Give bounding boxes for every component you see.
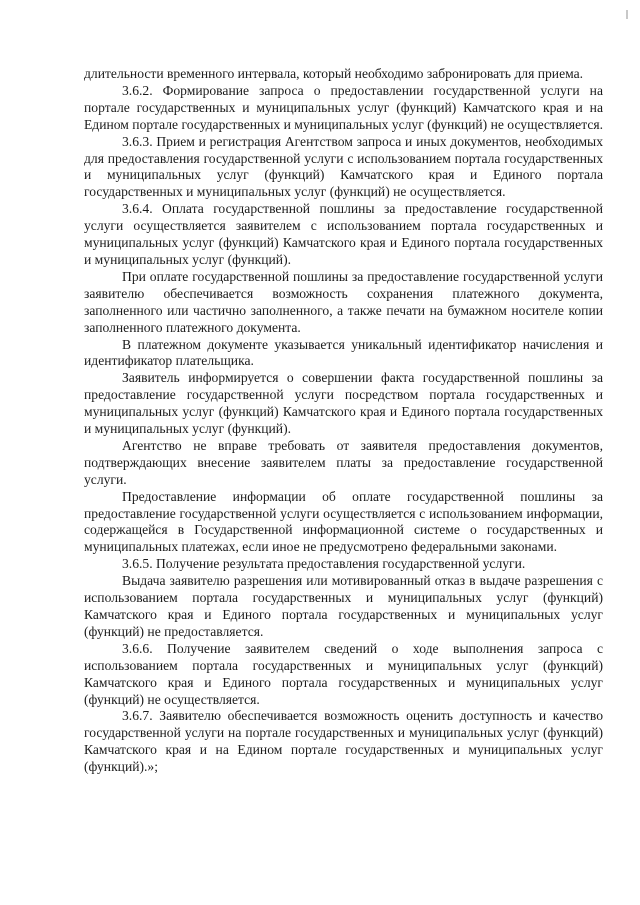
document-body <box>84 66 603 776</box>
paragraph-3-6-4: 3.6.4. Оплата государственной пошлины за предоставление государственной услуги осуществляется заявителем с использованием портала государственных и муниципальных услуг (функций) Камчатского края и Единого портала государственных и муниципальных услуг (функций). <box>84 201 603 267</box>
paragraph-continuation: длительности временного интервала, который необходимо забронировать для приема. <box>84 66 584 81</box>
paragraph-3-6-7: 3.6.7. Заявителю обеспечивается возможность оценить доступность и качество государственной услуги на портале государственных и муниципальных услуг (функций) Камчатского края и на Едином портале государственных и муниципальных услуг (функций).»; <box>84 708 603 775</box>
scan-mark <box>626 10 628 19</box>
paragraph-3-6-3: 3.6.3. Прием и регистрация Агентством запроса и иных документов, необходимых для предоставления государственной услуги с использованием портала государственных и муниципальных услуг (функций) Камчатского края и Единого портала государственных и муниципальных услуг (функций) не осуществляется. <box>84 133 603 200</box>
paragraph-result-issue: Выдача заявителю разрешения или мотивированный отказ в выдаче разрешения с использованием портала государственных и муниципальных услуг (функций) Камчатского края и Единого портала государственных и муниципальных услуг (функций) не предоставляется. <box>84 573 603 639</box>
paragraph-3-6-2: 3.6.2. Формирование запроса о предоставлении государственной услуги на портале государственных и муниципальных услуг (функций) Камчатского края и на Едином портале государственных и муниципальных услуг (функций) не осуществляется. <box>84 82 604 132</box>
paragraph-payment-save: При оплате государственной пошлины за предоставление государственной услуги заявителю обеспечивается возможность сохранения платежного документа, заполненного или частично заполненного, а также печати на бумажном носителе копии заполненного платежного документа. <box>84 268 603 335</box>
paragraph-agency-restriction: Агентство не вправе требовать от заявителя предоставления документов, подтверждающих внесение заявителем платы за предоставление государственной услуги. <box>84 437 603 487</box>
paragraph-3-6-6: 3.6.6. Получение заявителем сведений о ходе выполнения запроса с использованием портала государственных и муниципальных услуг (функций) Камчатского края и Единого портала государственных и муниципальных услуг (функций) не осуществляется. <box>84 640 603 707</box>
paragraph-payment-identifier: В платежном документе указывается уникальный идентификатор начисления и идентификатор плательщика. <box>84 336 603 369</box>
paragraph-payment-notice: Заявитель информируется о совершении факта государственной пошлины за предоставление государственной услуги посредством портала государственных и муниципальных услуг (функций) Камчатского края и Единого портала государственных и муниципальных услуг (функций). <box>84 370 603 437</box>
paragraph-payment-info: Предоставление информации об оплате государственной пошлины за предоставление государственной услуги осуществляется с использованием информации, содержащейся в Государственной информационной системе о государственных и муниципальных платежах, если иное не предусмотрено федеральными законами. <box>84 488 603 555</box>
paragraph-3-6-5: 3.6.5. Получение результата предоставления государственной услуги. <box>122 556 526 572</box>
